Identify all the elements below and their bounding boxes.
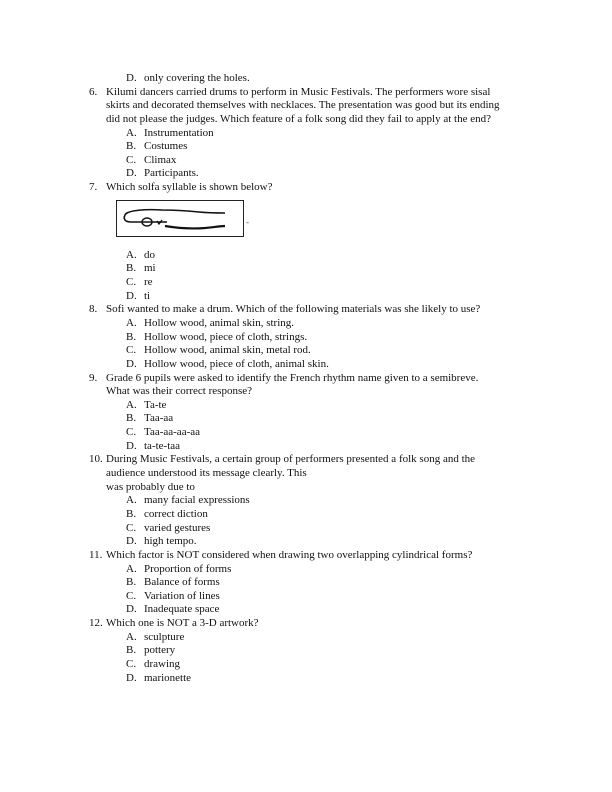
option-text: varied gestures [144,521,211,534]
question-11 [0,549,612,617]
option-text: drawing [144,657,181,670]
option-row [0,631,612,645]
option-letter: B. [126,412,137,425]
question-text: What was their correct response? [106,385,252,398]
option-row [0,167,612,181]
question-8 [0,303,612,371]
option-row [0,154,612,168]
option-letter: C. [126,521,137,534]
option-letter: C. [126,153,137,166]
option-letter: D. [126,357,137,370]
question-text: Which solfa syllable is shown below? [106,181,273,194]
option-text: pottery [144,644,176,657]
option-row [0,590,612,604]
question-text: Which factor is NOT considered when drawing two overlapping cylindrical forms? [106,548,473,561]
option-letter: C. [126,589,137,602]
option-text: sculpture [144,630,185,643]
question-text: Which one is NOT a 3-D artwork? [106,617,259,630]
trailing-mark: - [246,216,249,227]
option-text: many facial expressions [144,494,250,507]
question-7 [0,181,612,303]
option-letter: D. [126,439,137,452]
figure-row [0,195,612,249]
question-text: skirts and decorated themselves with necklaces. The presentation was good but its ending [106,99,500,112]
option-row [0,644,612,658]
option-row [0,290,612,304]
option-row [0,440,612,454]
option-text: Hollow wood, piece of cloth, animal skin. [144,357,329,370]
option-letter: C. [126,344,137,357]
option-text: Hollow wood, piece of cloth, strings. [144,330,308,343]
option-letter: D. [126,671,137,684]
exam-page [0,72,612,685]
option-letter: A. [126,248,137,261]
option-text: Instrumentation [144,126,214,139]
question-number: 9. [89,371,98,384]
question-text: Grade 6 pupils were asked to identify the French rhythm name given to a semibreve. [106,371,479,384]
question-6 [0,86,612,181]
option-row [0,426,612,440]
option-row [0,412,612,426]
option-letter: D. [126,289,137,302]
option-letter: B. [126,262,137,275]
option-text: re [144,276,153,289]
question-number: 8. [89,303,98,316]
option-row [0,140,612,154]
option-row [0,358,612,372]
option-letter: A. [126,316,137,329]
option-row [0,399,612,413]
option-letter: D. [126,603,137,616]
option-row [0,331,612,345]
option-letter: D. [126,72,137,84]
option-letter: D. [126,535,137,548]
option-row [0,344,612,358]
question-12 [0,617,612,685]
question-number: 6. [89,85,98,98]
option-text: Costumes [144,140,188,153]
question-number: 12. [89,617,103,630]
question-text: was probably due to [106,480,195,493]
option-text: Taa-aa-aa-aa [144,426,200,439]
option-row [0,127,612,141]
option-letter: B. [126,644,137,657]
question-10 [0,453,612,548]
question-text: During Music Festivals, a certain group of performers presented a folk song and the [106,453,476,466]
question-9 [0,372,612,454]
option-letter: A. [126,494,137,507]
option-letter: B. [126,140,137,153]
option-row [0,72,612,86]
option-row [0,494,612,508]
option-text: correct diction [144,507,208,520]
question-number: 11. [89,548,103,561]
question-text: Sofi wanted to make a drum. Which of the following materials was she likely to use? [106,303,481,316]
option-letter: C. [126,276,137,289]
question-number: 10. [89,453,103,466]
option-letter: C. [126,426,137,439]
option-row [0,563,612,577]
option-row [0,603,612,617]
option-row [0,535,612,549]
option-letter: C. [126,657,137,670]
question-number: 7. [89,181,98,194]
question-text: did not please the judges. Which feature of a folk song did they fail to apply at the end? [106,112,491,125]
option-text: Ta-te [144,398,167,411]
hand-sign-icon [117,201,243,236]
option-row [0,672,612,686]
option-text: Climax [144,153,177,166]
option-letter: B. [126,330,137,343]
option-text: mi [144,262,156,275]
option-text: ti [144,289,151,302]
option-row [0,658,612,672]
option-row [0,508,612,522]
option-text: Variation of lines [144,589,220,602]
option-row [0,262,612,276]
option-text: Participants. [144,167,199,180]
option-letter: A. [126,398,137,411]
option-text: ta-te-taa [144,439,181,452]
option-letter: D. [126,167,137,180]
option-text: Proportion of forms [144,562,232,575]
option-letter: B. [126,507,137,520]
option-text: only covering the holes. [144,72,250,84]
option-text: Hollow wood, animal skin, string. [144,316,295,329]
option-text: Inadequate space [144,603,220,616]
option-letter: A. [126,126,137,139]
option-row [0,576,612,590]
option-row [0,317,612,331]
option-text: Balance of forms [144,576,220,589]
option-text: high tempo. [144,535,197,548]
option-text: marionette [144,671,192,684]
option-letter: A. [126,562,137,575]
option-letter: B. [126,576,137,589]
option-letter: A. [126,630,137,643]
option-row [0,522,612,536]
option-row [0,276,612,290]
question-text: Kilumi dancers carried drums to perform in Music Festivals. The performers wore sisal [106,85,491,98]
option-text: Taa-aa [144,412,174,425]
option-row [0,249,612,263]
option-text: do [144,248,155,261]
hand-sign-figure [116,200,244,237]
option-text: Hollow wood, animal skin, metal rod. [144,344,311,357]
question-text: audience understood its message clearly. This [106,467,307,480]
